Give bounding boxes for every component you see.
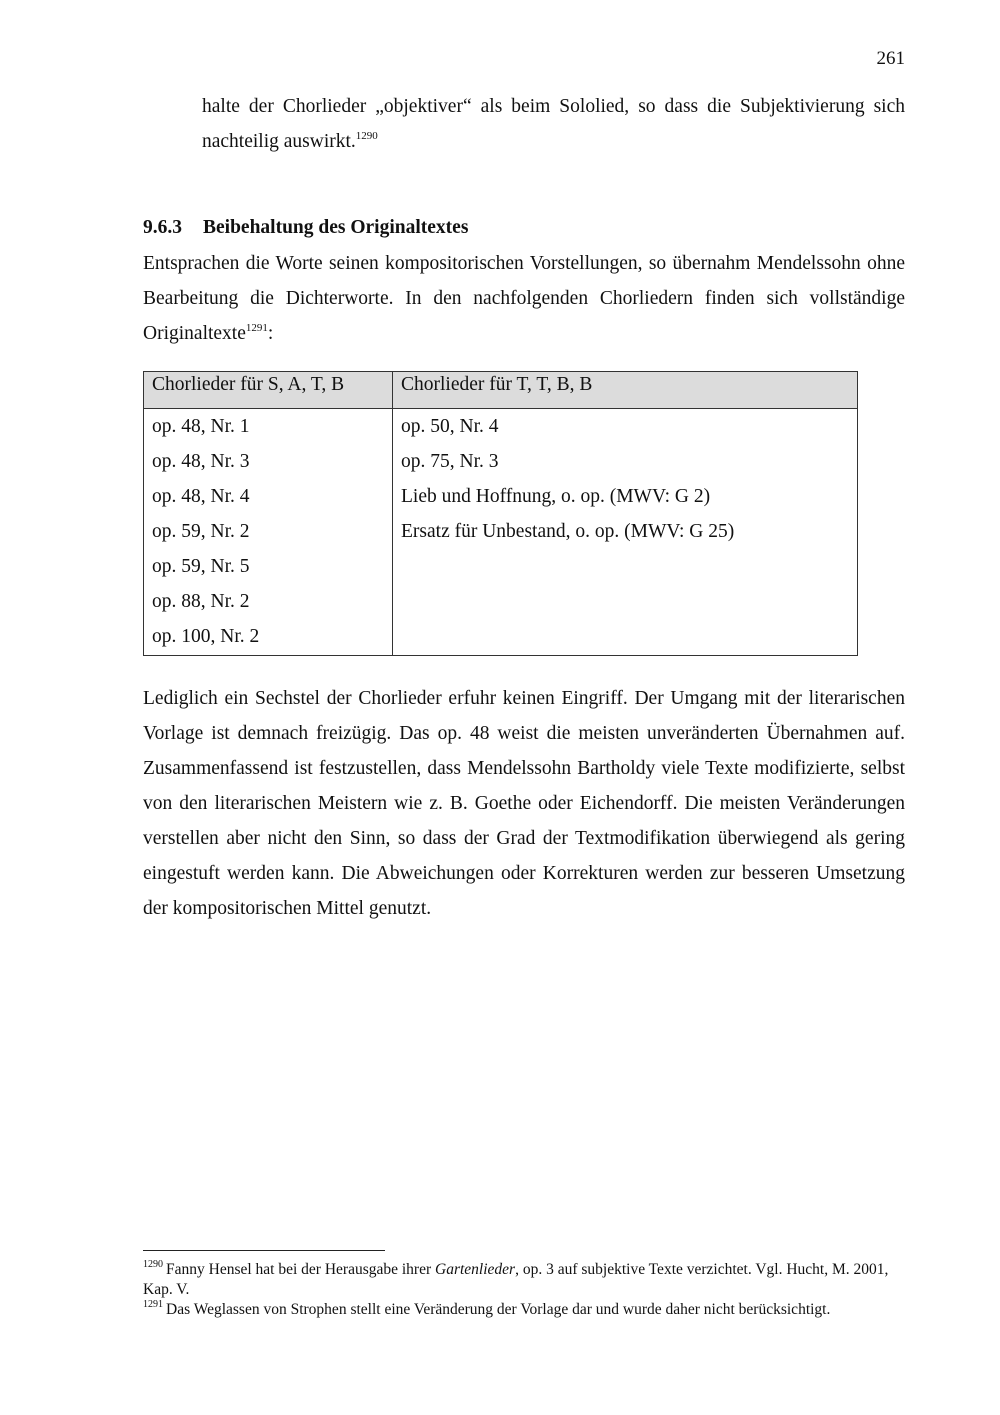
footnote-ref-1290[interactable]: 1290: [355, 129, 378, 142]
intro-text: halte der Chorlieder „objektiver“ als beim Sololied, so dass die Subjektivierung sich nachteilig auswirkt.: [202, 96, 905, 152]
table-cell: [393, 619, 858, 656]
table-cell: Lieb und Hoffnung, o. op. (MWV: G 2): [393, 479, 858, 514]
table-row: [144, 514, 858, 549]
table-row: [144, 479, 858, 514]
footnotes: [143, 1260, 905, 1320]
table-cell: op. 88, Nr. 2: [144, 584, 393, 619]
footnote-ref-1291[interactable]: 1291: [245, 321, 268, 334]
section-paragraph-text: Entsprachen die Worte seinen kompositorischen Vorstellungen, so übernahm Mendelssohn ohne Bearbeitung die Dichterworte. In den nachfolgenden Chorliedern finden sich vollständige Originaltexte: [143, 253, 905, 344]
table-cell: op. 75, Nr. 3: [393, 444, 858, 479]
conclusion-paragraph: Lediglich ein Sechstel der Chorlieder erfuhr keinen Eingriff. Der Umgang mit der literarischen Vorlage ist demnach freizügig. Das op. 48 weist die meisten unveränderten Übernahmen auf. Zusammenfassend ist festzustellen, dass Mendelssohn Bartholdy viele Texte modifizierte, selbst von den literarischen Meistern wie z. B. Goethe oder Eichendorff. Die meisten Veränderungen verstellen aber nicht den Sinn, so dass der Grad der Textmodifikation überwiegend als gering eingestuft werden kann. Die Abweichungen oder Korrekturen werden zur besseren Umsetzung der kompositorischen Mittel genutzt.: [143, 688, 905, 919]
chorlieder-table: [143, 371, 858, 656]
table-header-satb: Chorlieder für S, A, T, B: [144, 372, 393, 409]
table-cell: op. 59, Nr. 2: [144, 514, 393, 549]
table-cell: op. 100, Nr. 2: [144, 619, 393, 656]
table-cell: [393, 584, 858, 619]
section-number: 9.6.3: [143, 217, 182, 238]
table-header-ttbb: Chorlieder für T, T, B, B: [393, 372, 858, 409]
footnote-number: 1291: [143, 1298, 163, 1310]
section-title: Beibehaltung des Originaltextes: [203, 217, 469, 238]
table-row: [144, 549, 858, 584]
table-row: [144, 409, 858, 445]
footnote-italic-title: Gartenlieder: [435, 1261, 516, 1278]
footnote-text: Das Weglassen von Strophen stellt eine Veränderung der Vorlage dar und wurde daher nicht berücksichtigt.: [166, 1301, 831, 1318]
table-cell: op. 48, Nr. 4: [144, 479, 393, 514]
table-cell: op. 50, Nr. 4: [393, 409, 858, 445]
section-heading: [143, 215, 468, 241]
section-paragraph-end: :: [267, 323, 274, 344]
page-number: 261: [876, 48, 905, 69]
footnote-text: , op. 3 auf subjektive Texte verzichtet. Vgl. Hucht, M. 2001, Kap. V.: [143, 1261, 889, 1298]
table-cell: op. 48, Nr. 1: [144, 409, 393, 445]
table-row: [144, 584, 858, 619]
footnote-1290: [143, 1260, 905, 1300]
footnote-divider: [143, 1250, 385, 1251]
section-paragraph: [143, 246, 905, 351]
table-row: [144, 619, 858, 656]
table-cell: [393, 549, 858, 584]
table-cell: op. 59, Nr. 5: [144, 549, 393, 584]
table-cell: op. 48, Nr. 3: [144, 444, 393, 479]
footnote-number: 1290: [143, 1258, 163, 1270]
table-cell: Ersatz für Unbestand, o. op. (MWV: G 25): [393, 514, 858, 549]
intro-paragraph: [202, 89, 905, 159]
footnote-text: Fanny Hensel hat bei der Herausgabe ihrer: [166, 1261, 435, 1278]
table-header-row: [144, 372, 858, 409]
footnote-1291: [143, 1300, 905, 1320]
table-row: [144, 444, 858, 479]
